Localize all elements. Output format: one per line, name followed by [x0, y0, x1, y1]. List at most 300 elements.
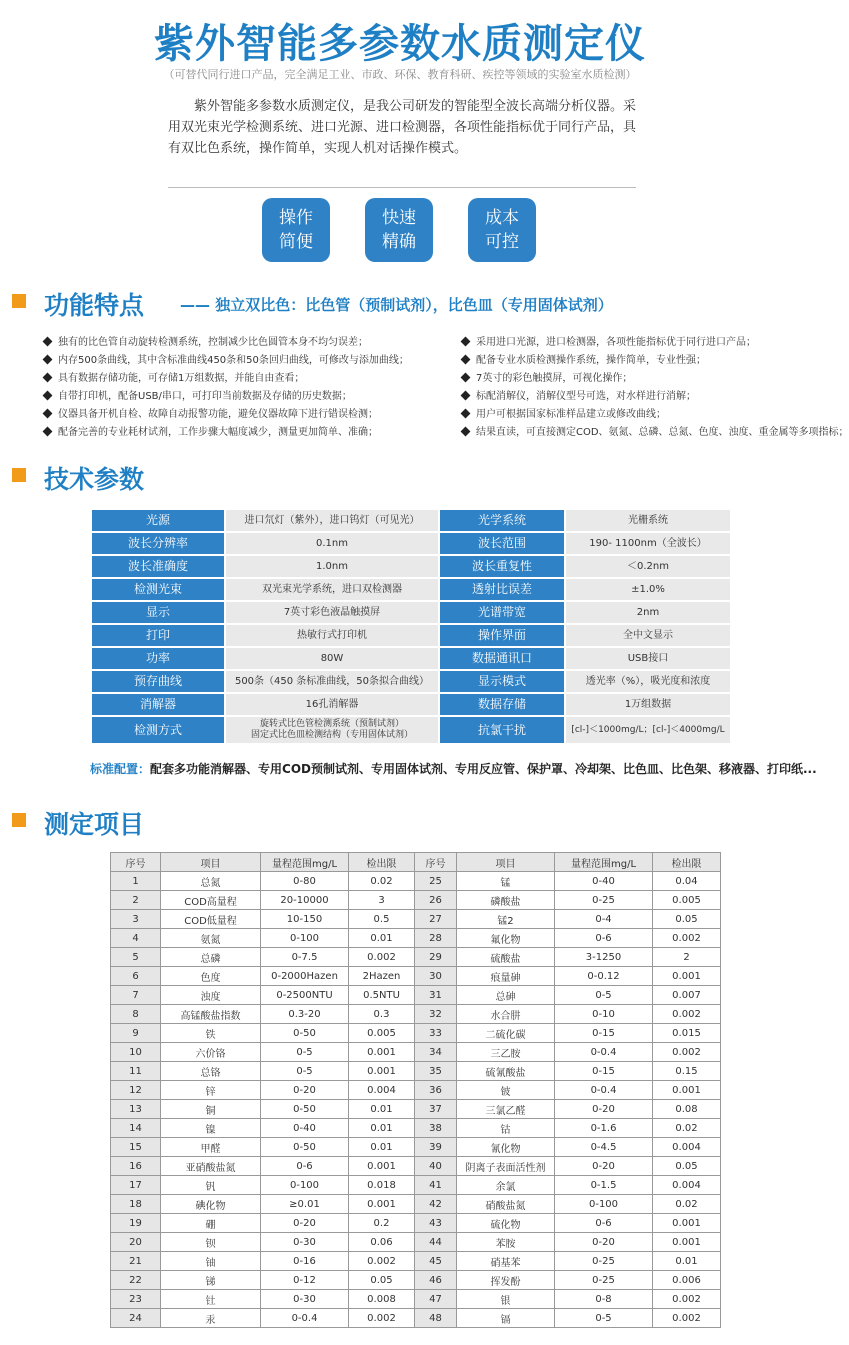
table-cell: 铜	[161, 1100, 261, 1119]
table-row	[111, 1024, 721, 1043]
table-cell: ≥0.01	[261, 1195, 349, 1214]
table-row	[111, 948, 721, 967]
feature-item	[460, 369, 632, 384]
divider	[168, 187, 636, 188]
table-cell: 锑	[161, 1271, 261, 1290]
spec-row	[92, 671, 730, 692]
spec-value: 80W	[226, 648, 438, 669]
table-cell: 0.005	[349, 1024, 415, 1043]
table-cell: 痕量砷	[457, 967, 555, 986]
section-title: 功能特点	[44, 291, 145, 320]
spec-key: 波长准确度	[92, 556, 224, 577]
table-cell: 35	[415, 1062, 457, 1081]
column-header: 检出限	[653, 853, 721, 872]
specs-heading	[12, 460, 312, 494]
feature-item	[42, 351, 409, 366]
table-cell: 0-40	[555, 872, 653, 891]
table-cell: 0.004	[653, 1176, 721, 1195]
table-cell: 0-5	[555, 1309, 653, 1328]
table-cell: 三乙胺	[457, 1043, 555, 1062]
table-cell: 0-15	[555, 1062, 653, 1081]
table-cell: 硼	[161, 1214, 261, 1233]
table-cell: 0.01	[653, 1252, 721, 1271]
table-cell: 25	[415, 872, 457, 891]
spec-key: 检测光束	[92, 579, 224, 600]
table-cell: 0-2500NTU	[261, 986, 349, 1005]
spec-key: 预存曲线	[92, 671, 224, 692]
table-cell: 钒	[161, 1176, 261, 1195]
table-cell: 镍	[161, 1119, 261, 1138]
table-cell: 5	[111, 948, 161, 967]
table-cell: 0.001	[653, 1214, 721, 1233]
table-cell: 0-100	[555, 1195, 653, 1214]
spec-key: 光学系统	[440, 510, 564, 531]
table-cell: 磷酸盐	[457, 891, 555, 910]
table-cell: 二硫化碳	[457, 1024, 555, 1043]
table-cell: 总氮	[161, 872, 261, 891]
table-cell: 挥发酚	[457, 1271, 555, 1290]
diamond-bullet-icon	[43, 409, 53, 419]
table-cell: 48	[415, 1309, 457, 1328]
spec-value: 0.1nm	[226, 533, 438, 554]
feature-item	[460, 333, 756, 348]
table-cell: 钍	[161, 1290, 261, 1309]
column-header: 项目	[161, 853, 261, 872]
badge-line: 可控	[485, 232, 519, 252]
table-row	[111, 1290, 721, 1309]
table-cell: 16	[111, 1157, 161, 1176]
feature-item	[460, 423, 849, 438]
table-cell: 0-15	[555, 1024, 653, 1043]
table-cell: 0-30	[261, 1290, 349, 1309]
column-header: 量程范围mg/L	[261, 853, 349, 872]
table-cell: 余氯	[457, 1176, 555, 1195]
table-cell: 氟化物	[457, 929, 555, 948]
table-cell: 0.002	[653, 1043, 721, 1062]
spec-row	[92, 694, 730, 715]
table-cell: 硫化物	[457, 1214, 555, 1233]
spec-value: 光栅系统	[566, 510, 730, 531]
table-cell: 0.007	[653, 986, 721, 1005]
table-cell: 0.5	[349, 910, 415, 929]
table-cell: 42	[415, 1195, 457, 1214]
table-cell: 21	[111, 1252, 161, 1271]
table-cell: 28	[415, 929, 457, 948]
table-cell: 钴	[457, 1119, 555, 1138]
spec-key: 波长分辨率	[92, 533, 224, 554]
badge-line: 简便	[279, 232, 313, 252]
table-cell: 0.5NTU	[349, 986, 415, 1005]
diamond-bullet-icon	[43, 391, 53, 401]
badge-easy-operation	[262, 198, 330, 262]
table-cell: 0-20	[261, 1214, 349, 1233]
square-bullet-icon	[12, 294, 26, 308]
table-cell: 0.001	[653, 1233, 721, 1252]
spec-key: 显示	[92, 602, 224, 623]
diamond-bullet-icon	[461, 391, 471, 401]
table-cell: 色度	[161, 967, 261, 986]
table-cell: 银	[457, 1290, 555, 1309]
diamond-bullet-icon	[461, 427, 471, 437]
spec-value: 双光束光学系统，进口双检测器	[226, 579, 438, 600]
feature-item	[42, 387, 352, 402]
table-cell: 38	[415, 1119, 457, 1138]
section-title: 测定项目	[44, 810, 145, 839]
table-cell: 0.001	[349, 1195, 415, 1214]
table-cell: 39	[415, 1138, 457, 1157]
table-cell: 0-40	[261, 1119, 349, 1138]
table-cell: 0-8	[555, 1290, 653, 1309]
table-cell: 0.001	[349, 1157, 415, 1176]
table-cell: 9	[111, 1024, 161, 1043]
table-cell: 19	[111, 1214, 161, 1233]
feature-text: 仪器具备开机自检、故障自动报警功能，避免仪器故障下进行错误检测；	[58, 409, 378, 420]
table-cell: 0.01	[349, 1138, 415, 1157]
square-bullet-icon	[12, 468, 26, 482]
table-cell: 27	[415, 910, 457, 929]
table-cell: 总铬	[161, 1062, 261, 1081]
column-header: 量程范围mg/L	[555, 853, 653, 872]
table-cell: 46	[415, 1271, 457, 1290]
table-cell: 0-100	[261, 929, 349, 948]
table-cell: 36	[415, 1081, 457, 1100]
table-row	[111, 1157, 721, 1176]
table-cell: 0-6	[555, 1214, 653, 1233]
table-cell: 0.002	[653, 1005, 721, 1024]
table-row	[111, 1081, 721, 1100]
table-cell: 0.002	[653, 1290, 721, 1309]
table-cell: 14	[111, 1119, 161, 1138]
table-cell: 0-50	[261, 1024, 349, 1043]
table-cell: 32	[415, 1005, 457, 1024]
intro-paragraph: 紫外智能多参数水质测定仪，是我公司研发的智能型全波长高端分析仪器。采用双光束光学检测系统、进口光源、进口检测器，各项性能指标优于同行产品，具有双比色系统，操作简单，实现人机对话操作模式。	[168, 99, 637, 156]
table-cell: 汞	[161, 1309, 261, 1328]
feature-item	[42, 405, 378, 420]
table-cell: 8	[111, 1005, 161, 1024]
spec-value: 旋转式比色管检测系统（预制试剂） 固定式比色皿检测结构（专用固体试剂）	[226, 717, 438, 743]
spec-value: [cl-]＜1000mg/L；[cl-]＜4000mg/L	[566, 717, 730, 743]
spec-row	[92, 579, 730, 600]
table-row	[111, 1138, 721, 1157]
table-cell: 17	[111, 1176, 161, 1195]
spec-key: 光源	[92, 510, 224, 531]
spec-value: 热敏行式打印机	[226, 625, 438, 646]
spec-value: 2nm	[566, 602, 730, 623]
table-cell: 23	[111, 1290, 161, 1309]
table-cell: 31	[415, 986, 457, 1005]
table-cell: 0.02	[653, 1195, 721, 1214]
table-cell: 0.3-20	[261, 1005, 349, 1024]
badge-line: 成本	[485, 208, 519, 228]
table-cell: 0.02	[349, 872, 415, 891]
table-cell: 0.008	[349, 1290, 415, 1309]
table-cell: 0.05	[653, 1157, 721, 1176]
feature-item	[460, 405, 666, 420]
table-row	[111, 967, 721, 986]
table-cell: 0-5	[261, 1043, 349, 1062]
table-cell: 硫酸盐	[457, 948, 555, 967]
table-cell: 0-4	[555, 910, 653, 929]
table-cell: 0-6	[261, 1157, 349, 1176]
feature-item	[42, 369, 304, 384]
table-cell: 45	[415, 1252, 457, 1271]
table-cell: 0.002	[349, 1309, 415, 1328]
table-cell: 43	[415, 1214, 457, 1233]
spec-row	[92, 648, 730, 669]
spec-key: 显示模式	[440, 671, 564, 692]
table-cell: 3	[349, 891, 415, 910]
table-cell: 0-25	[555, 1271, 653, 1290]
table-cell: 0.08	[653, 1100, 721, 1119]
feature-text: 采用进口光源，进口检测器，各项性能指标优于同行进口产品；	[476, 337, 756, 348]
standard-config-label: 标准配置：	[90, 762, 151, 776]
table-cell: 0.01	[349, 929, 415, 948]
diamond-bullet-icon	[43, 427, 53, 437]
features-heading	[12, 286, 792, 320]
table-cell: 甲醛	[161, 1138, 261, 1157]
table-cell: 3	[111, 910, 161, 929]
table-cell: 0-80	[261, 872, 349, 891]
table-cell: 锌	[161, 1081, 261, 1100]
table-cell: 12	[111, 1081, 161, 1100]
table-cell: 0.005	[653, 891, 721, 910]
table-row	[111, 986, 721, 1005]
spec-row	[92, 625, 730, 646]
feature-item	[460, 387, 696, 402]
table-row	[111, 1005, 721, 1024]
table-cell: 0-50	[261, 1138, 349, 1157]
table-row	[111, 891, 721, 910]
spec-row	[92, 533, 730, 554]
feature-item	[42, 333, 368, 348]
spec-key: 透射比误差	[440, 579, 564, 600]
table-row	[111, 872, 721, 891]
table-cell: 锰2	[457, 910, 555, 929]
diamond-bullet-icon	[43, 355, 53, 365]
table-row	[111, 1100, 721, 1119]
spec-key: 消解器	[92, 694, 224, 715]
table-cell: 铀	[161, 1252, 261, 1271]
table-cell: 0.06	[349, 1233, 415, 1252]
table-cell: 24	[111, 1309, 161, 1328]
feature-text: 配备专业水质检测操作系统，操作简单，专业性强；	[476, 355, 706, 366]
table-cell: 34	[415, 1043, 457, 1062]
table-row	[111, 1195, 721, 1214]
badge-fast-accurate	[365, 198, 433, 262]
table-cell: 0-5	[555, 986, 653, 1005]
table-cell: 0.006	[653, 1271, 721, 1290]
diamond-bullet-icon	[461, 337, 471, 347]
spec-value: USB接口	[566, 648, 730, 669]
table-cell: 0-50	[261, 1100, 349, 1119]
table-cell: 0.018	[349, 1176, 415, 1195]
table-cell: 0.01	[349, 1100, 415, 1119]
table-cell: 硝基苯	[457, 1252, 555, 1271]
table-cell: 30	[415, 967, 457, 986]
table-cell: 22	[111, 1271, 161, 1290]
table-cell: 硝酸盐氮	[457, 1195, 555, 1214]
spec-value: ＜0.2nm	[566, 556, 730, 577]
feature-text: 具有数据存储功能，可存储1万组数据，并能自由查看；	[58, 373, 305, 384]
badge-cost-control	[468, 198, 536, 262]
table-row	[111, 1309, 721, 1328]
spec-value: 1万组数据	[566, 694, 730, 715]
spec-row	[92, 602, 730, 623]
table-cell: 0-7.5	[261, 948, 349, 967]
table-cell: 镉	[457, 1309, 555, 1328]
table-cell: 苯胺	[457, 1233, 555, 1252]
table-cell: 0-20	[555, 1100, 653, 1119]
spec-value: 190- 1100nm（全波长）	[566, 533, 730, 554]
table-cell: 0.002	[653, 929, 721, 948]
table-cell: 0.01	[349, 1119, 415, 1138]
standard-config-text: 配套多功能消解器、专用COD预制试剂、专用固体试剂、专用反应管、保护罩、冷却架、比色皿、比色架、移液器、打印纸...	[150, 762, 817, 776]
table-cell: 0-20	[555, 1157, 653, 1176]
table-cell: 10	[111, 1043, 161, 1062]
table-cell: 0-20	[261, 1081, 349, 1100]
table-cell: 总砷	[457, 986, 555, 1005]
spec-key: 数据通讯口	[440, 648, 564, 669]
table-cell: 0-1.5	[555, 1176, 653, 1195]
page-title: 紫外智能多参数水质测定仪	[154, 21, 646, 67]
table-row	[111, 1252, 721, 1271]
spec-value: 全中文显示	[566, 625, 730, 646]
table-cell: 1	[111, 872, 161, 891]
table-cell: 13	[111, 1100, 161, 1119]
table-cell: 钡	[161, 1233, 261, 1252]
table-cell: 0.001	[349, 1062, 415, 1081]
table-cell: 20	[111, 1233, 161, 1252]
spec-key: 波长重复性	[440, 556, 564, 577]
table-cell: 37	[415, 1100, 457, 1119]
table-cell: 0-0.4	[261, 1309, 349, 1328]
table-row	[111, 929, 721, 948]
table-cell: 0-25	[555, 1252, 653, 1271]
table-cell: 0-0.4	[555, 1043, 653, 1062]
table-cell: 0.001	[653, 1081, 721, 1100]
table-cell: 15	[111, 1138, 161, 1157]
table-cell: 0-10	[555, 1005, 653, 1024]
table-cell: 0.015	[653, 1024, 721, 1043]
table-row	[111, 1176, 721, 1195]
table-cell: 铍	[457, 1081, 555, 1100]
column-header: 项目	[457, 853, 555, 872]
feature-text: 结果直读，可直接测定COD、氨氮、总磷、总氮、色度、浊度、重金属等多项指标；	[476, 427, 849, 438]
table-cell: 26	[415, 891, 457, 910]
table-cell: 六价铬	[161, 1043, 261, 1062]
table-cell: 阴离子表面活性剂	[457, 1157, 555, 1176]
diamond-bullet-icon	[461, 355, 471, 365]
table-cell: 0.004	[653, 1138, 721, 1157]
page-subtitle: （可替代同行进口产品，完全满足工业、市政、环保、教育科研、疾控等领域的实验室水质检测）	[163, 68, 637, 81]
table-cell: COD低量程	[161, 910, 261, 929]
table-row	[111, 1271, 721, 1290]
spec-value: 7英寸彩色液晶触摸屏	[226, 602, 438, 623]
table-row	[111, 1062, 721, 1081]
table-cell: 总磷	[161, 948, 261, 967]
spec-row	[92, 510, 730, 531]
table-cell: 0.04	[653, 872, 721, 891]
feature-item	[460, 351, 706, 366]
table-cell: 3-1250	[555, 948, 653, 967]
badge-line: 操作	[279, 208, 313, 228]
table-cell: 0.02	[653, 1119, 721, 1138]
spec-key: 功率	[92, 648, 224, 669]
table-cell: 0-30	[261, 1233, 349, 1252]
section-title: 技术参数	[44, 465, 145, 494]
table-cell: 0.15	[653, 1062, 721, 1081]
table-cell: 29	[415, 948, 457, 967]
feature-text: 独有的比色管自动旋转检测系统，控制减少比色圆管本身不均匀误差；	[58, 337, 368, 348]
table-cell: 0-12	[261, 1271, 349, 1290]
table-cell: 碘化物	[161, 1195, 261, 1214]
column-header: 序号	[111, 853, 161, 872]
feature-text: 自带打印机，配备USB/串口，可打印当前数据及存储的历史数据；	[58, 391, 352, 402]
table-cell: 硫氰酸盐	[457, 1062, 555, 1081]
spec-key: 数据存储	[440, 694, 564, 715]
spec-key: 检测方式	[92, 717, 224, 743]
feature-text: 7英寸的彩色触摸屏，可视化操作；	[476, 373, 633, 384]
column-header: 检出限	[349, 853, 415, 872]
table-cell: 0.002	[653, 1309, 721, 1328]
table-row	[111, 1233, 721, 1252]
table-cell: 0.05	[653, 910, 721, 929]
table-cell: 三氯乙醛	[457, 1100, 555, 1119]
table-row	[111, 1043, 721, 1062]
spec-value: ±1.0%	[566, 579, 730, 600]
feature-text: 配备完善的专业耗材试剂，工作步骤大幅度减少，测量更加简单、准确；	[58, 427, 378, 438]
badge-line: 精确	[382, 232, 416, 252]
standard-config	[90, 760, 817, 777]
table-cell: 0-0.4	[555, 1081, 653, 1100]
badge-line: 快速	[382, 208, 416, 228]
table-cell: 10-150	[261, 910, 349, 929]
table-cell: 浊度	[161, 986, 261, 1005]
table-cell: 47	[415, 1290, 457, 1309]
table-cell: 0.3	[349, 1005, 415, 1024]
column-header: 序号	[415, 853, 457, 872]
diamond-bullet-icon	[461, 373, 471, 383]
table-cell: 0.004	[349, 1081, 415, 1100]
table-cell: 0.002	[349, 1252, 415, 1271]
table-cell: 0-5	[261, 1062, 349, 1081]
feature-text: 用户可根据国家标准样品建立或修改曲线；	[476, 409, 666, 420]
square-bullet-icon	[12, 813, 26, 827]
table-cell: 44	[415, 1233, 457, 1252]
spec-key: 抗氯干扰	[440, 717, 564, 743]
table-cell: 0.002	[349, 948, 415, 967]
table-cell: 0-16	[261, 1252, 349, 1271]
diamond-bullet-icon	[461, 409, 471, 419]
table-cell: 11	[111, 1062, 161, 1081]
feature-text: 内存500条曲线，其中含标准曲线450条和50条回归曲线，可修改与添加曲线；	[58, 355, 409, 366]
table-cell: 高锰酸盐指数	[161, 1005, 261, 1024]
table-cell: 33	[415, 1024, 457, 1043]
section-subtitle: —— 独立双比色：比色管（预制试剂），比色皿（专用固体试剂）	[180, 296, 613, 314]
table-cell: 氰化物	[457, 1138, 555, 1157]
table-cell: 0-0.12	[555, 967, 653, 986]
table-cell: 0-25	[555, 891, 653, 910]
spec-value: 500条（450 条标准曲线，50条拟合曲线）	[226, 671, 438, 692]
diamond-bullet-icon	[43, 373, 53, 383]
table-cell: COD高量程	[161, 891, 261, 910]
feature-text: 标配消解仪，消解仪型号可选，对水样进行消解；	[476, 391, 696, 402]
table-cell: 亚硝酸盐氮	[161, 1157, 261, 1176]
spec-key: 光谱带宽	[440, 602, 564, 623]
spec-key: 操作界面	[440, 625, 564, 646]
table-cell: 0-4.5	[555, 1138, 653, 1157]
spec-row	[92, 717, 730, 743]
